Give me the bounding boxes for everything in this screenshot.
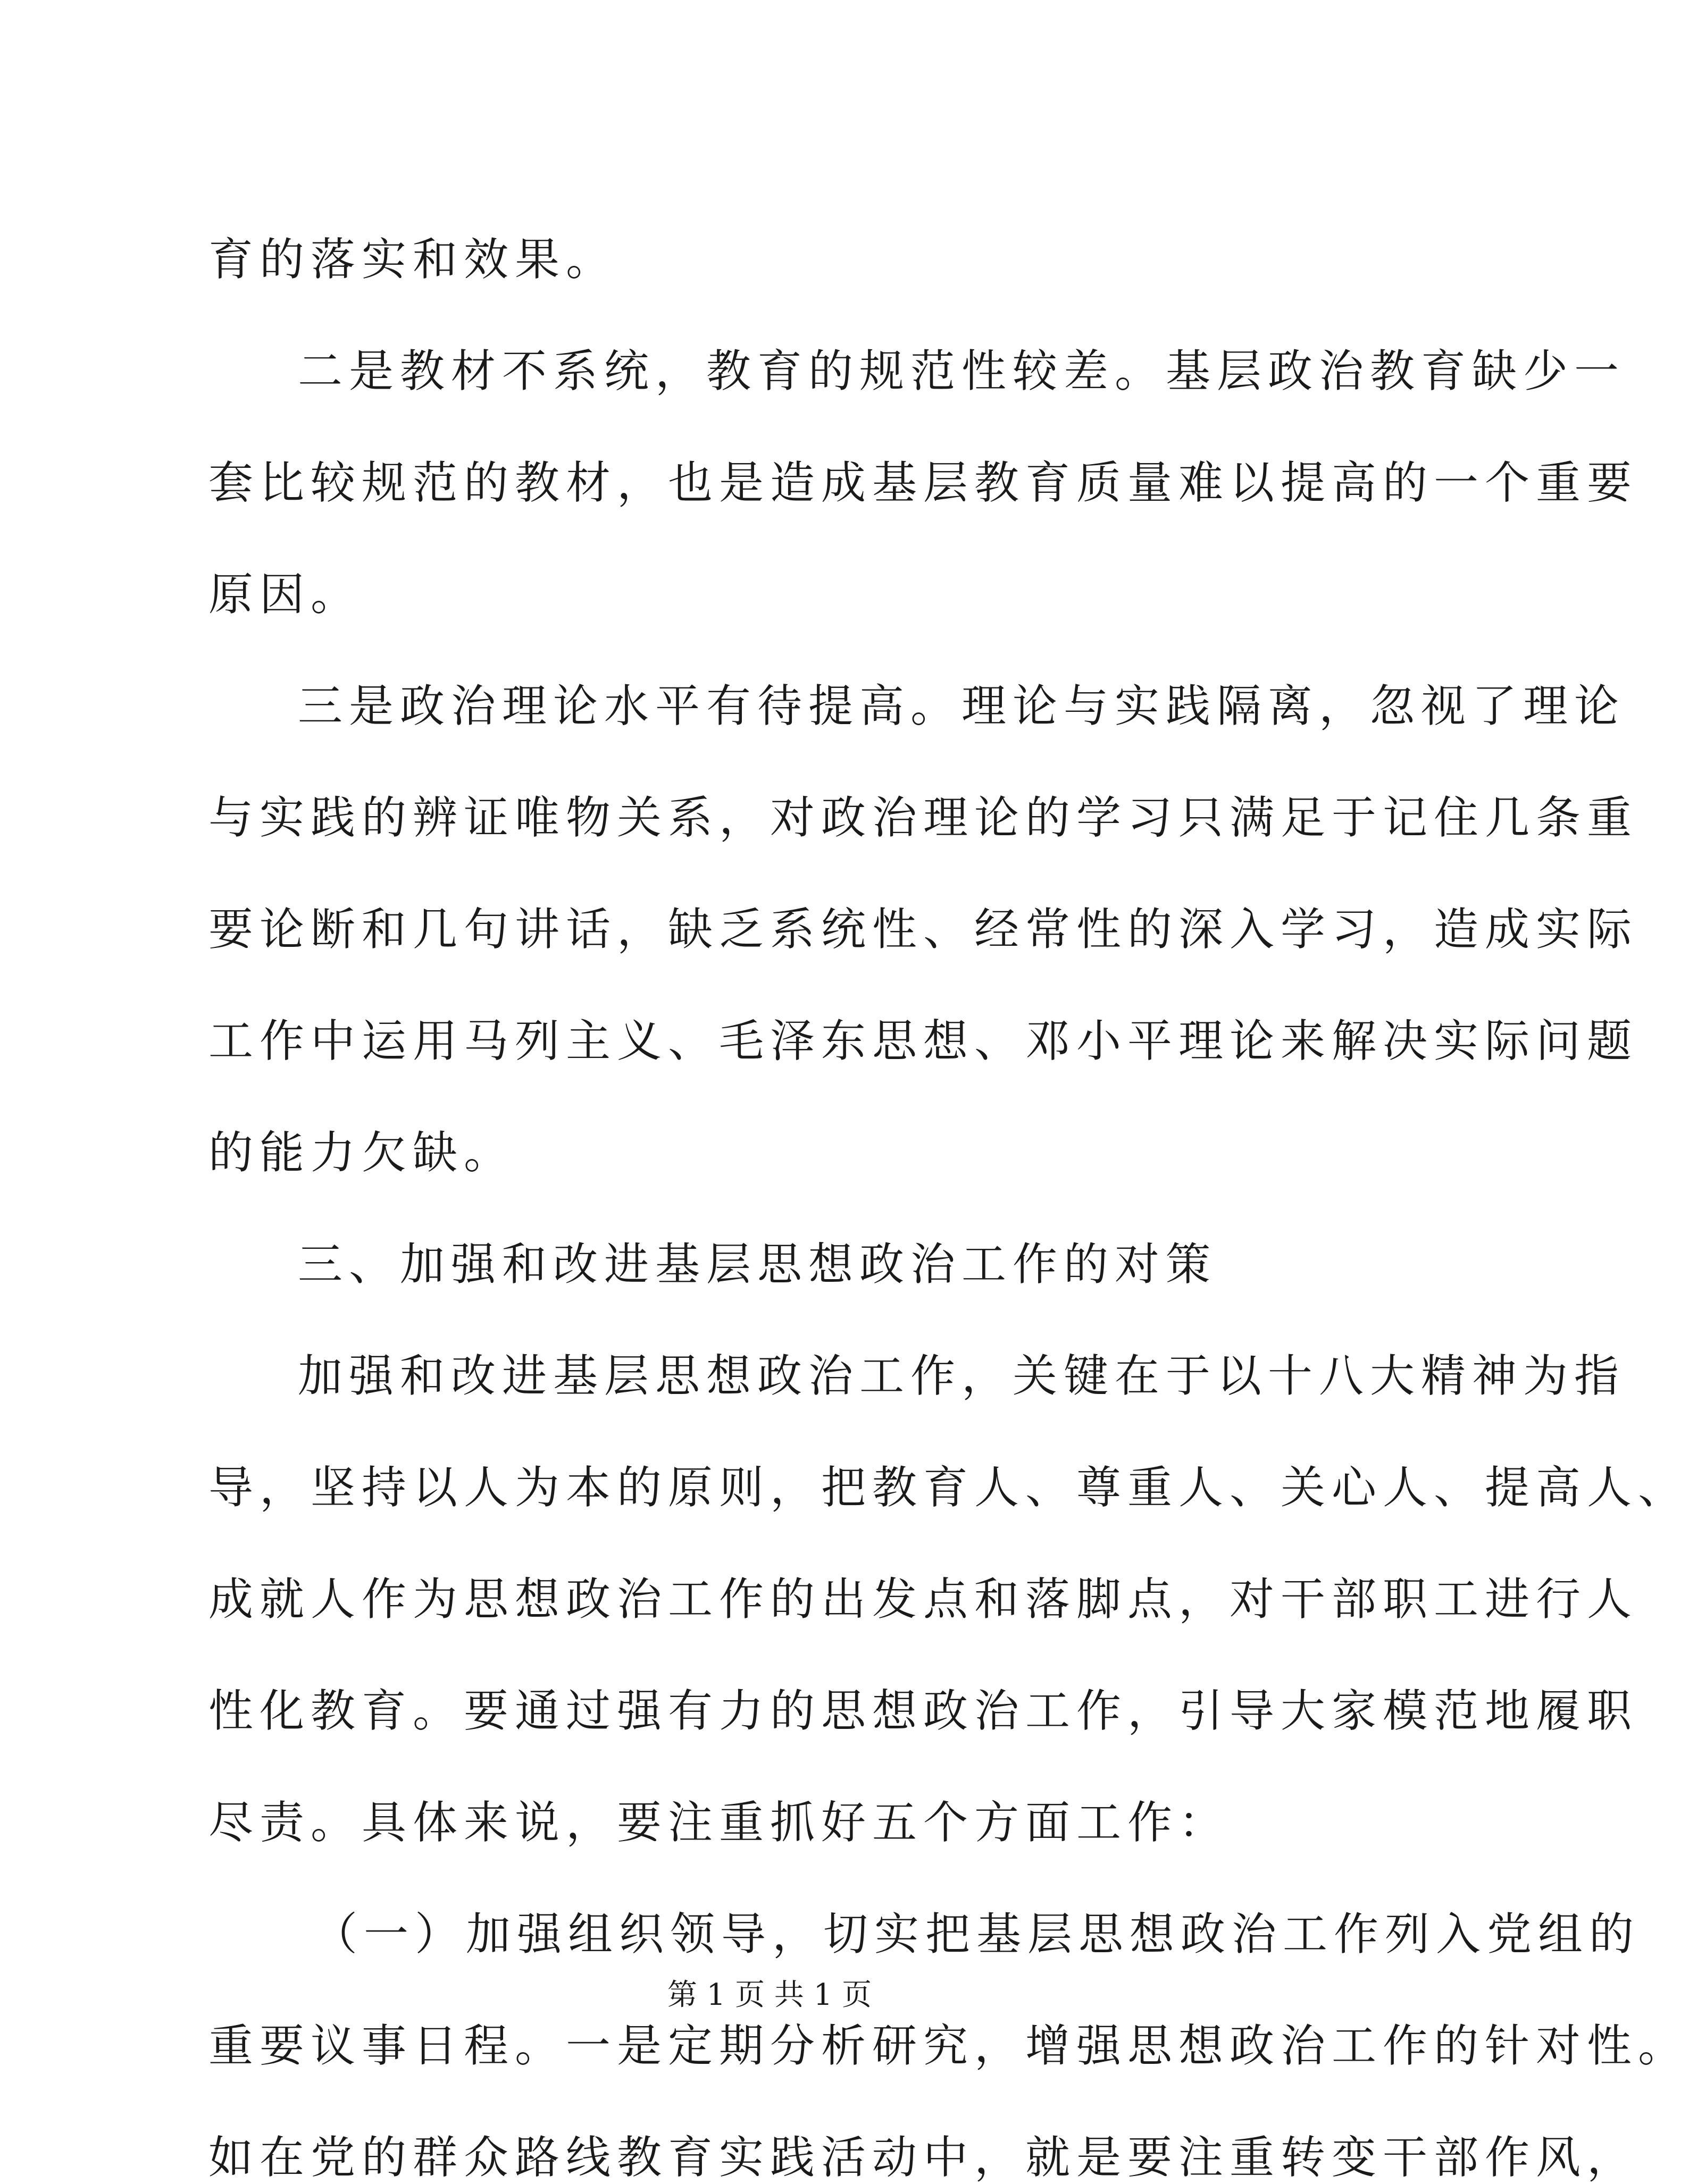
text-line: 原因。	[208, 568, 362, 620]
text-line: 导，坚持以人为本的原则，把教育人、尊重人、关心人、提高人、	[208, 1461, 1689, 1514]
text-line: 套比较规范的教材，也是造成基层教育质量难以提高的一个重要	[208, 457, 1638, 509]
text-line: 重要议事日程。一是定期分析研究，增强思想政治工作的针对性。	[208, 2020, 1689, 2072]
text-line: 育的落实和效果。	[208, 233, 617, 285]
text-line: 尽责。具体来说，要注重抓好五个方面工作：	[208, 1796, 1230, 1849]
text-line: 三是政治理论水平有待提高。理论与实践隔离，忽视了理论	[298, 680, 1626, 732]
text-line: 的能力欠缺。	[208, 1127, 515, 1179]
text-line: （一）加强组织领导，切实把基层思想政治工作列入党组的	[313, 1908, 1641, 1960]
text-line: 如在党的群众路线教育实践活动中，就是要注重转变干部作风，	[208, 2131, 1638, 2183]
text-line: 与实践的辨证唯物关系，对政治理论的学习只满足于记住几条重	[208, 792, 1638, 844]
text-line: 加强和改进基层思想政治工作，关键在于以十八大精神为指	[298, 1350, 1626, 1402]
text-line: 要论断和几句讲话，缺乏系统性、经常性的深入学习，造成实际	[208, 903, 1638, 955]
text-line: 性化教育。要通过强有力的思想政治工作，引导大家模范地履职	[208, 1685, 1638, 1737]
page-footer: 第 1 页 共 1 页	[667, 1978, 872, 2012]
text-line: 二是教材不系统，教育的规范性较差。基层政治教育缺少一	[298, 345, 1626, 397]
text-line: 工作中运用马列主义、毛泽东思想、邓小平理论来解决实际问题	[208, 1015, 1638, 1067]
section-heading: 三、加强和改进基层思想政治工作的对策	[298, 1238, 1217, 1290]
text-line: 成就人作为思想政治工作的出发点和落脚点，对干部职工进行人	[208, 1573, 1638, 1625]
